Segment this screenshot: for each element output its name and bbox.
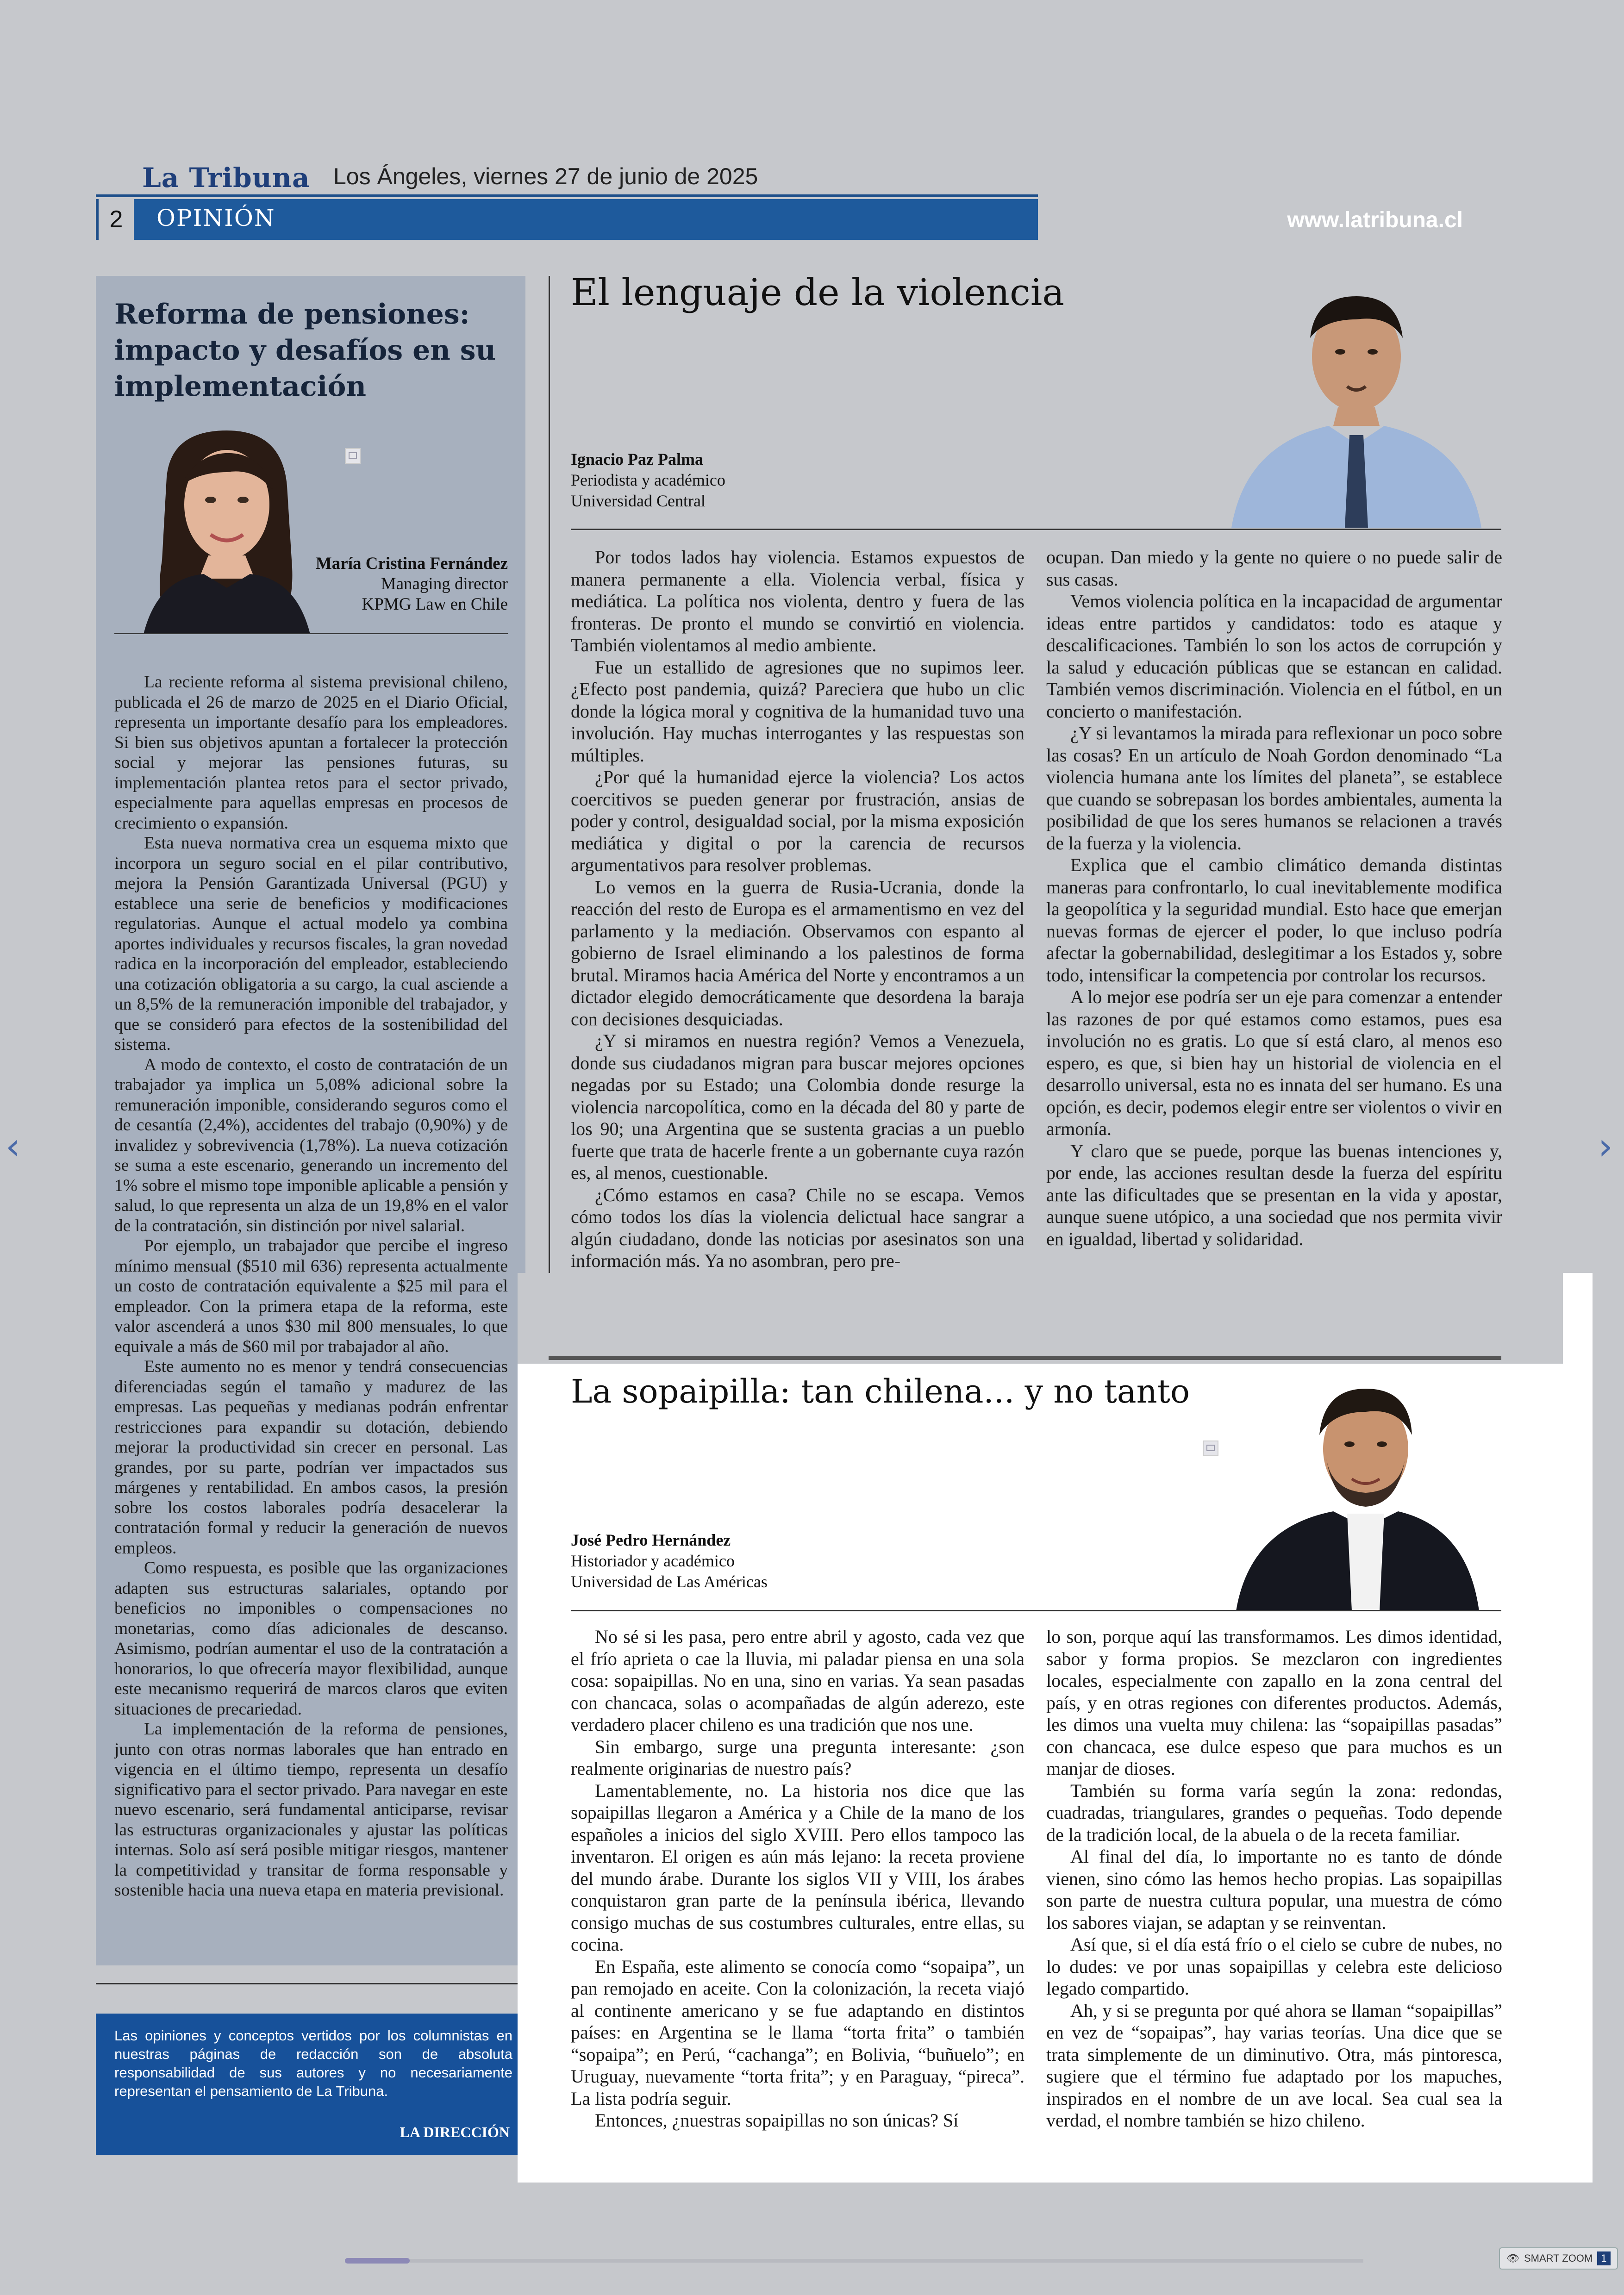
paragraph: A modo de contexto, el costo de contratación de un trabajador ya implica un 5,08% adicional sobre la remuneración imponible, considerando seguros como el de cesantía (2,4%), accidentes del trabajo (0,90%) y de invalidez y sobrevivencia (1,78%). La nueva cotización se suma a este escenario, generando un incremento del 1% sobre el mismo tope imponible aplicable a pensión y salud, lo que representa un alza de un 19,8% en el valor de la contratación, sin distinción por nivel salarial. xyxy=(114,1055,508,1235)
article2-column-1 xyxy=(571,1626,1024,2132)
article2-rule xyxy=(571,1610,1501,1611)
author-org: KPMG Law en Chile xyxy=(362,595,508,614)
smart-zoom-label: SMART ZOOM xyxy=(1524,2252,1593,2264)
author-org: Universidad de Las Américas xyxy=(571,1572,768,1591)
paragraph: Al final del día, lo importante no es tanto de dónde vienen, sino cómo las hemos hecho propias. Las sopaipillas son parte de nuestra cultura popular, una muestra de cómo los sabores viajan, se adaptan y se reinventan. xyxy=(1046,1846,1502,1933)
page-scroll-thumb[interactable] xyxy=(345,2258,410,2264)
paragraph: También su forma varía según la zona: redondas, cuadradas, triangulares, grandes o pequeñas. Todo depende de la tradición local, de la abuela o de la receta familiar. xyxy=(1046,1780,1502,1845)
left-author-block xyxy=(278,554,508,615)
smart-zoom-button[interactable] xyxy=(1499,2247,1618,2270)
paragraph: Por todos lados hay violencia. Estamos expuestos de manera permanente a ella. Violencia verbal, física y mediática. La política nos violenta, dentro y fuera de las fronteras. De pronto el mundo se convirtió en violencia. También violentamos al medio ambiente. xyxy=(571,547,1024,655)
paragraph: La reciente reforma al sistema previsional chileno, publicada el 26 de marzo de 2025 en el Diario Oficial, representa un importante desafío para los empleadores. Si bien sus objetivos apuntan a fortalecer la protección social y mejorar las pensiones futuras, su implementación plantea retos para el sector privado, especialmente para aquellas empresas en procesos de crecimiento o expansión. xyxy=(114,673,508,833)
paragraph: Vemos violencia política en la incapacidad de argumentar ideas entre partidos y candidatos: todo es ataque y descalificaciones. También lo son los actos de corrupción y la salud y educación públicas que se estancan en calidad. También vemos discriminación. Violencia en el fútbol, en un concierto o manifestación. xyxy=(1046,591,1502,722)
editorial-disclaimer xyxy=(96,2014,525,2155)
paragraph: Entonces, ¿nuestras sopaipillas no son únicas? Sí xyxy=(595,2110,959,2131)
author-name: María Cristina Fernández xyxy=(315,554,508,573)
disclaimer-text: Las opiniones y conceptos vertidos por los columnistas en nuestras páginas de redacción son de absoluta responsabilidad de sus autores y no necesariamente representan el pensamiento de La Tribuna. xyxy=(114,2027,512,2099)
article2-byline xyxy=(571,1530,768,1592)
section-name: OPINIÓN xyxy=(156,205,275,231)
image-icon[interactable] xyxy=(1203,1441,1218,1456)
chevron-right-icon[interactable]: › xyxy=(1598,1125,1613,1168)
paragraph: Y claro que se puede, porque las buenas intenciones y, por ende, las acciones resultan desde la fuerza del espíritu ante las dificultades que se presentan en la vida y apostar, aunque suene utópico, a una sociedad que nos permita vivir en igualdad, libertad y solidaridad. xyxy=(1046,1140,1502,1249)
chevron-left-icon[interactable]: ‹ xyxy=(6,1125,20,1168)
left-rule xyxy=(114,633,508,634)
dateline: Los Ángeles, viernes 27 de junio de 2025 xyxy=(333,163,758,189)
article1-title: El lenguaje de la violencia xyxy=(571,271,1065,314)
paragraph: Por ejemplo, un trabajador que percibe el ingreso mínimo mensual ($510 mil 636) representa actualmente un costo de contratación equivalente a $25 mil para el empleador. Con la primera etapa de la reforma, este valor ascenderá a unos $30 mil 800 mensuales, lo que equivale a más de $60 mil por trabajador al año. xyxy=(114,1236,508,1356)
author-name: José Pedro Hernández xyxy=(571,1531,731,1549)
paragraph: ¿Por qué la humanidad ejerce la violencia? Los actos coercitivos se pueden generar por frustración, ansias de poder y control, desigualdad social, por la misma exposición mediática y digital o por la carencia de recursos argumentativos para resolver problemas. xyxy=(571,767,1024,875)
eye-icon: 👁 xyxy=(1506,2252,1519,2264)
author-org: Universidad Central xyxy=(571,492,706,510)
page-number: 2 xyxy=(96,199,134,240)
left-bottom-rule xyxy=(96,1983,525,1984)
author-role: Historiador y académico xyxy=(571,1552,735,1570)
paragraph: Esta nueva normativa crea un esquema mixto que incorpora un seguro social en el pilar contributivo, mejora la Pensión Garantizada Universal (PGU) y establece una serie de beneficios y modificaciones regulatorias. Aunque el actual modelo ya combina aportes individuales y recursos fiscales, la gran novedad radica en la incorporación del empleador, estableciendo una cotización obligatoria a su cargo, la cual asciende a un 8,5% de la remuneración imponible del trabajador, y que se consideró para efectos de la sostenibilidad del sistema. xyxy=(114,834,508,1054)
paragraph: ¿Cómo estamos en casa? Chile no se escapa. Vemos cómo todos los días la violencia delictual hace sangrar a algún ciudadano, donde las noticias por asesinatos son una información más. Ya no asombran, pero pre- xyxy=(571,1184,1024,1271)
article1-column-2 xyxy=(1046,546,1502,1250)
article-divider xyxy=(549,1356,1501,1360)
article1-rule xyxy=(571,529,1501,530)
paragraph: Fue un estallido de agresiones que no supimos leer. ¿Efecto post pandemia, quizá? Pareciera que hubo un clic donde la lógica moral y cognitiva de la humanidad tuvo una involución. Hay muchas interrogantes y las respuestas son múltiples. xyxy=(571,656,1024,766)
paragraph: lo son, porque aquí las transformamos. Les dimos identidad, sabor y forma propios. Se mezclaron con ingredientes locales, especialmente con zapallo en la zona central del país, y en otras regiones con diferentes productos. Además, les dimos una vuelta muy chilena: las “sopaipillas pasadas” con chancaca, ese dulce espeso que para muchos es un manjar de dioses. xyxy=(1046,1626,1502,1779)
paragraph: ¿Y si miramos en nuestra región? Vemos a Venezuela, donde sus ciudadanos migran para buscar mejores opciones negadas por su Estado; una Colombia donde resurge la violencia narcopolítica, como en la década del 80 y parte de los 90; una Argentina que se sustenta gracias a un pueblo fuerte que trata de hacerle frente a un gobernante cuya razón es, al menos, cuestionable. xyxy=(571,1030,1024,1183)
header-rule xyxy=(96,194,1038,197)
author-role: Periodista y académico xyxy=(571,471,725,489)
left-article-body xyxy=(114,672,508,1901)
paragraph: Este aumento no es menor y tendrá consecuencias diferenciadas según el tamaño y madurez de las empresas. Las pequeñas y medianas podrán enfrentar restricciones para expandir su dotación, debiendo mejorar la productividad sin crecer en personal. Las grandes, por su parte, podrían ver impactados sus márgenes y rentabilidad. En ambos casos, la presión sobre los costos laborales podría desacelerar la contratación formal y reducir la generación de nuevos empleos. xyxy=(114,1357,508,1558)
author-photo-jose-pedro xyxy=(1227,1379,1486,1611)
paragraph: ocupan. Dan miedo y la gente no quiere o no puede salir de sus casas. xyxy=(1046,547,1502,590)
article2-column-2 xyxy=(1046,1626,1502,2132)
paragraph: Así que, si el día está frío o el cielo se cubre de nubes, no lo dudes: ve por unas sopaipillas y celebra este delicioso legado compartido. xyxy=(1046,1934,1502,1999)
paragraph: ¿Y si levantamos la mirada para reflexionar un poco sobre las cosas? En un artículo de Noah Gordon denominado “La violencia humana ante los límites del planeta”, se establece que cuando se sobrepasan los bordes ambientales, aumenta la posibilidad de que los seres humanos se relacionen a través de la fuerza y la violencia. xyxy=(1046,723,1502,854)
paragraph: Lo vemos en la guerra de Rusia-Ucrania, donde la reacción del resto de Europa es el armamentismo en vez del parlamento y la mediación. Observamos con espanto al gobierno de Israel eliminando a los palestinos de forma brutal. Miramos hacia América del Norte y encontramos a un dictador elegido democráticamente que desordena la baraja con decisiones desquiciadas. xyxy=(571,876,1024,1029)
left-article-title: Reforma de pensiones: impacto y desafíos en su implementación xyxy=(114,298,496,403)
paragraph: Explica que el cambio climático demanda distintas maneras para confrontarlo, lo cual inevitablemente modifica la geopolítica y la seguridad mundial. Esto hace que emerjan nuevas formas de ejercer el poder, lo que incluso podría afectar la gobernabilidad, deslegitimar a los Estados y, sobre todo, intensificar la competencia por controlar los recursos. xyxy=(1046,854,1502,985)
article2-title: La sopaipilla: tan chilena... y no tanto xyxy=(571,1372,1190,1410)
paragraph: No sé si les pasa, pero entre abril y agosto, cada vez que el frío aprieta o cae la lluvia, mi paladar piensa en una sola cosa: sopaipillas. No en una, sino en varias. Ya sean pasadas con chancaca, solas o acompañadas de algún aderezo, este verdadero placer chileno es una tradición que nos une. xyxy=(571,1626,1024,1735)
paragraph: Lamentablemente, no. La historia nos dice que las sopaipillas llegaron a América y a Chile de la mano de los españoles a inicios del siglo XVIII. Pero ellos tampoco las inventaron. El origen es aún más lejano: la receta proviene del mundo árabe. Durante los siglos VII y VIII, los árabes conquistaron gran parte de la península ibérica, llevando consigo muchas de sus costumbres culturales, entre ellas, su cocina. xyxy=(571,1780,1024,1955)
author-photo-ignacio xyxy=(1213,278,1500,528)
article1-byline xyxy=(571,449,725,511)
panel-cut xyxy=(518,1273,1563,1364)
article1-column-1 xyxy=(571,546,1024,1272)
image-icon[interactable] xyxy=(345,448,361,464)
author-role: Managing director xyxy=(381,574,508,593)
paragraph: La implementación de la reforma de pensiones, junto con otras normas laborales que han entrado en vigencia en el último tiempo, representa un desafío significativo para el sector privado. Para navegar en este nuevo escenario, será fundamental anticiparse, revisar las estructuras organizacionales y ajustar las políticas internas. Solo así será posible mitigar riesgos, mantener la competitividad y transitar de forma responsable y sostenible hacia una nueva etapa en materia previsional. xyxy=(114,1720,508,1900)
newspaper-logo: La Tribuna xyxy=(142,162,310,193)
paragraph: A lo mejor ese podría ser un eje para comenzar a entender las razones de por qué estamos como estamos, pues esa involución no es gratis. Lo que sí está claro, al menos eso espero, es que, si bien hay un historial de violencia en el desarrollo universal, esta no es innata del ser humano. Es una opción, es decir, podemos elegir entre ser violentos o vivir en armonía. xyxy=(1046,986,1502,1139)
website-link[interactable]: www.latribuna.cl xyxy=(1287,208,1463,232)
disclaimer-signature: LA DIRECCIÓN xyxy=(400,2124,510,2140)
paragraph: En España, este alimento se conocía como “sopaipa”, un pan remojado en aceite. Con la colonización, la receta viajó al continente americano y se fue adaptando en distintos países: en Argentina se le llama “torta frita” o también “sopaipa”; en Perú, “cachanga”; en Bolivia, “buñuelo”; en Uruguay, nuevamente “torta frita”; y en Paraguay, “pireca”. La lista podría seguir. xyxy=(571,1956,1024,2109)
page-scroll-track[interactable] xyxy=(345,2259,1363,2263)
author-name: Ignacio Paz Palma xyxy=(571,450,703,468)
smart-zoom-badge: 1 xyxy=(1597,2251,1610,2265)
paragraph: Ah, y si se pregunta por qué ahora se llaman “sopaipillas” en vez de “sopaipas”, hay varias teorías. Una dice que se trata simplemente de un diminutivo. Otra, más pintoresca, sugiere que el término fue adaptado por los mapuches, inspirados en el nombre de un ave local. Sea cual sea la verdad, el nombre también se hizo chileno. xyxy=(1046,2000,1502,2131)
paragraph: Sin embargo, surge una pregunta interesante: ¿son realmente originarias de nuestro país? xyxy=(571,1736,1024,1779)
paragraph: Como respuesta, es posible que las organizaciones adapten sus estructuras salariales, optando por beneficios no imponibles o compensaciones no monetarias, como días adicionales de descanso. Asimismo, podrían aumentar el uso de la contratación a honorarios, lo que ofrecería mayor flexibilidad, aunque este mecanismo requerirá de marcos claros que eviten situaciones de precariedad. xyxy=(114,1559,508,1719)
